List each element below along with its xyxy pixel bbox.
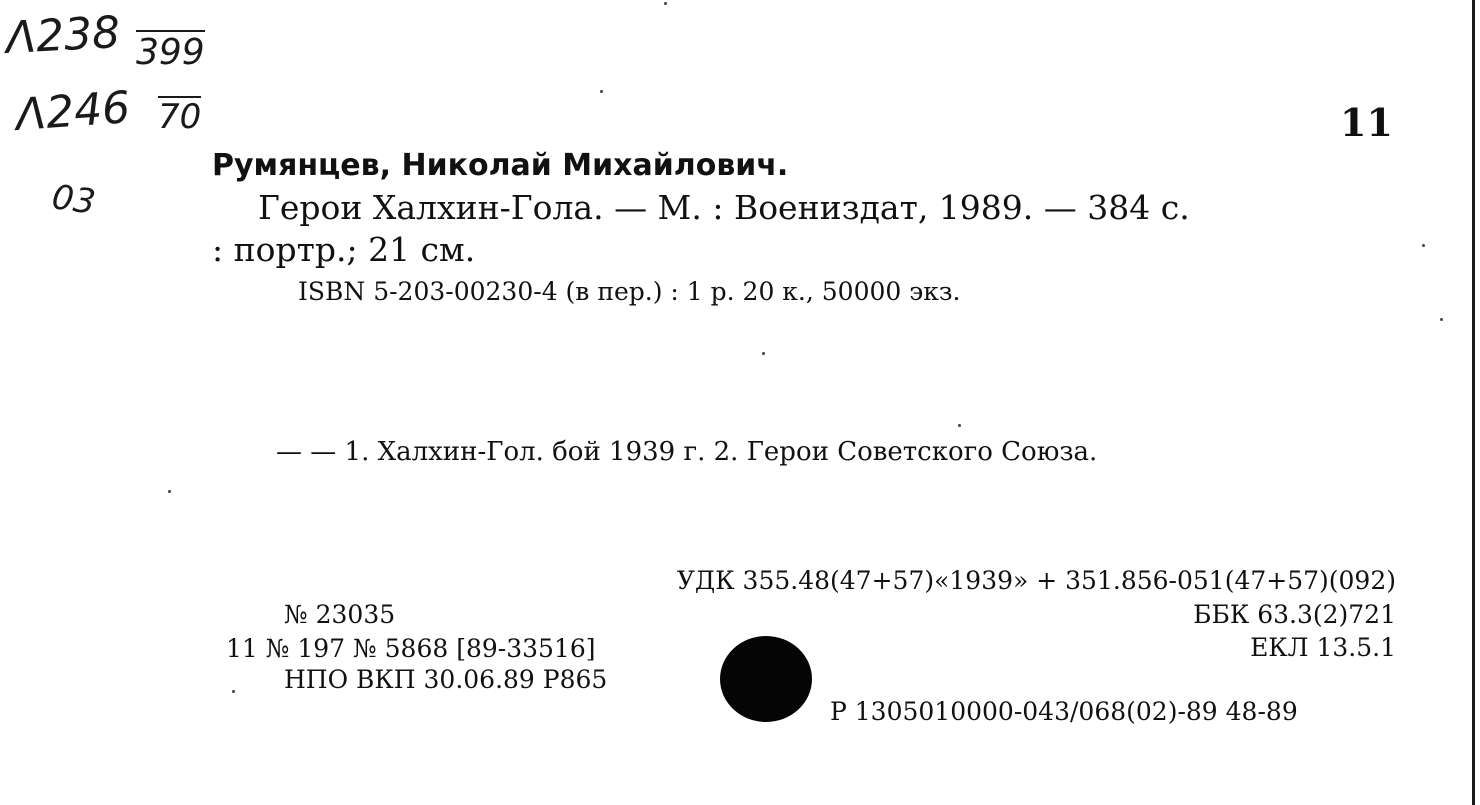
- handwritten-mark-3: 03: [49, 177, 98, 223]
- handwritten-mark-2: Λ246: [14, 82, 132, 141]
- handwritten-mark-1: Λ238: [4, 7, 122, 64]
- scan-speck: [664, 2, 667, 5]
- scan-speck: [1440, 318, 1443, 321]
- order-numbers: 11 № 197 № 5868 [89-33516]: [226, 634, 596, 663]
- scan-speck: [232, 690, 235, 693]
- handwritten-mark-2-fraction: 70: [158, 97, 202, 137]
- handwritten-mark-1-fraction: 399: [136, 32, 205, 73]
- ekl-code: ЕКЛ 13.5.1: [1250, 633, 1396, 662]
- scan-speck: [600, 90, 603, 93]
- bbk-code: ББК 63.3(2)721: [1193, 600, 1396, 629]
- ink-blot: [720, 636, 812, 722]
- subject-headings: — — 1. Халхин-Гол. бой 1939 г. 2. Герои Советского Союза.: [276, 437, 1098, 467]
- physical-description: : портр.; 21 см.: [212, 230, 476, 269]
- printer-line: НПО ВКП 30.06.89 Р865: [284, 665, 608, 694]
- title-statement: Герои Халхин-Гола. — М. : Воениздат, 1989. — 384 с.: [258, 188, 1190, 227]
- scan-speck: [168, 490, 171, 493]
- isbn-line: ISBN 5-203-00230-4 (в пер.) : 1 р. 20 к., 50000 экз.: [298, 277, 961, 306]
- scan-speck: [762, 352, 765, 355]
- card-number: 11: [1340, 100, 1393, 145]
- scan-speck: [958, 424, 961, 427]
- publisher-code: Р 1305010000-043/068(02)-89 48-89: [830, 697, 1298, 726]
- card-edge: [1472, 0, 1475, 805]
- scan-speck: [1422, 244, 1425, 247]
- imprint-number: № 23035: [284, 600, 396, 629]
- author-heading: Румянцев, Николай Михайлович.: [212, 148, 789, 183]
- udk-code: УДК 355.48(47+57)«1939» + 351.856-051(47+57)(092): [676, 566, 1396, 595]
